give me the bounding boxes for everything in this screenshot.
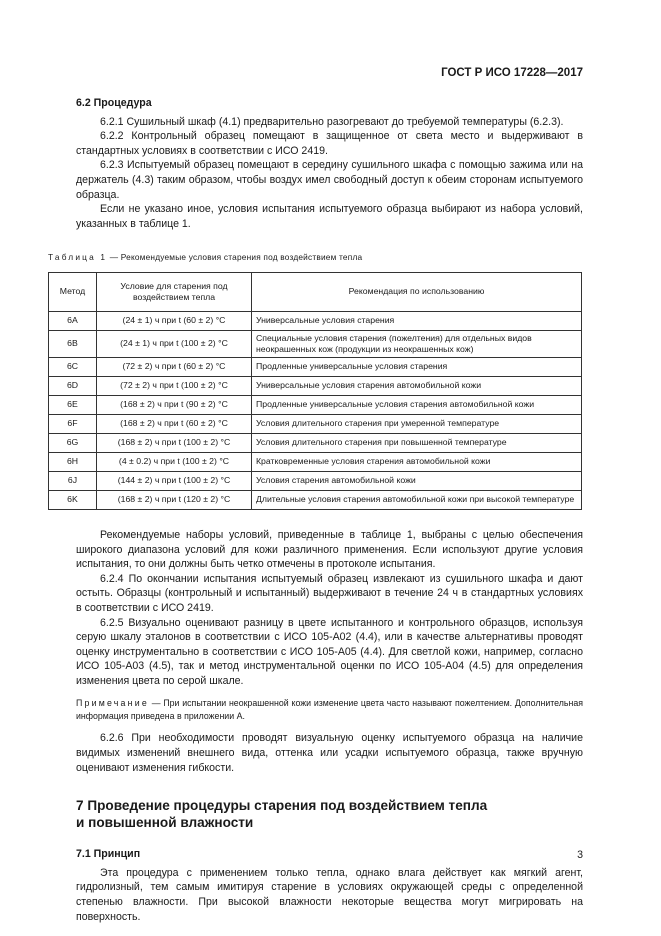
paragraph-conditions: Если не указано иное, условия испытания испытуемого образца выбирают из набора условий, указанных в таблице 1. — [76, 203, 583, 230]
table-caption-label: Таблица 1 — [48, 252, 108, 263]
paragraph-6-2-2: 6.2.2 Контрольный образец помещают в защищенное от света место и выдерживают в стандартных условиях в соответствии с ИСО 2419. — [76, 130, 583, 157]
cell-condition: (24 ± 1) ч при t (100 ± 2) °C — [97, 330, 252, 357]
page-content — [48, 96, 583, 924]
cell-method: 6D — [49, 376, 97, 395]
cell-recommendation: Продленные универсальные условия старения автомобильной кожи — [252, 395, 582, 414]
cell-condition: (168 ± 2) ч при t (60 ± 2) °C — [97, 414, 252, 433]
table-row — [49, 357, 582, 376]
cell-condition: (168 ± 2) ч при t (120 ± 2) °C — [97, 490, 252, 509]
paragraph-6-2-1: 6.2.1 Сушильный шкаф (4.1) предварительно разогревают до требуемой температуры (6.2.3). — [100, 115, 564, 128]
cell-recommendation: Универсальные условия старения — [252, 311, 582, 330]
cell-method: 6F — [49, 414, 97, 433]
cell-method: 6J — [49, 471, 97, 490]
conditions-table — [48, 272, 582, 510]
table-row — [49, 311, 582, 330]
note-label: Примечание — [76, 698, 149, 709]
cell-condition: (24 ± 1) ч при t (60 ± 2) °C — [97, 311, 252, 330]
cell-recommendation: Условия длительного старения при повышенной температуре — [252, 433, 582, 452]
section-7-title-line1: 7 Проведение процедуры старения под воздействием тепла — [76, 798, 488, 814]
table-row — [49, 395, 582, 414]
cell-recommendation: Универсальные условия старения автомобильной кожи — [252, 376, 582, 395]
table-row — [49, 471, 582, 490]
cell-recommendation: Условия длительного старения при умеренной температуре — [252, 414, 582, 433]
document-id: ГОСТ Р ИСО 17228—2017 — [441, 67, 583, 79]
cell-condition: (168 ± 2) ч при t (100 ± 2) °C — [97, 433, 252, 452]
note — [76, 697, 583, 723]
table-row — [49, 452, 582, 471]
table-caption — [48, 250, 583, 265]
table-caption-text: — Рекомендуемые условия старения под воздействием тепла — [107, 252, 363, 263]
cell-recommendation: Кратковременные условия старения автомобильной кожи — [252, 452, 582, 471]
cell-method: 6G — [49, 433, 97, 452]
page-number: 3 — [577, 849, 583, 861]
table-header-row — [49, 272, 582, 311]
cell-recommendation: Продленные универсальные условия старения — [252, 357, 582, 376]
header-recommendation: Рекомендация по использованию — [252, 272, 582, 311]
header-method: Метод — [49, 272, 97, 311]
cell-condition: (144 ± 2) ч при t (100 ± 2) °C — [97, 471, 252, 490]
cell-condition: (72 ± 2) ч при t (60 ± 2) °C — [97, 357, 252, 376]
section-7-1-title: 7.1 Принцип — [76, 848, 141, 861]
table-row — [49, 490, 582, 509]
paragraph-6-2-3: 6.2.3 Испытуемый образец помещают в середину сушильного шкафа с помощью зажима или на держатель (4.3) таким образом, чтобы воздух имел свободный доступ к обеим сторонам испытуемого образца. — [76, 159, 583, 201]
paragraph-7-1: Эта процедура с применением только тепла, однако влага действует как мягкий агент, гидролизный, тем самым имитируя старение в условиях окружающей среды с определенной степенью влажности. При высокой влажности некоторые вещества могут мигрировать на поверхность. — [76, 866, 583, 923]
table-row — [49, 414, 582, 433]
table-row — [49, 330, 582, 357]
paragraph-6-2-6: 6.2.6 При необходимости проводят визуальную оценку испытуемого образца на наличие видимых изменений внешнего вида, оттенка или усадки испытуемого образца, также вручную оценивают изменения гибкости. — [76, 732, 583, 774]
cell-recommendation: Специальные условия старения (пожелтения) для отдельных видов неокрашенных кож (продукции из неокрашенных кож) — [252, 330, 582, 357]
section-6-2-title: 6.2 Процедура — [76, 97, 152, 109]
cell-method: 6B — [49, 330, 97, 357]
cell-condition: (168 ± 2) ч при t (90 ± 2) °C — [97, 395, 252, 414]
cell-condition: (4 ± 0.2) ч при t (100 ± 2) °C — [97, 452, 252, 471]
paragraph-6-2-4: 6.2.4 По окончании испытания испытуемый образец извлекают из сушильного шкафа и дают остыть. Образцы (контрольный и испытанный) выдерживают в течение 24 ч в стандартных условиях в соответствии с ИСО 2419. — [76, 572, 583, 614]
cell-recommendation: Условия старения автомобильной кожи — [252, 471, 582, 490]
cell-recommendation: Длительные условия старения автомобильной кожи при высокой температуре — [252, 490, 582, 509]
cell-condition: (72 ± 2) ч при t (100 ± 2) °C — [97, 376, 252, 395]
header-condition: Условие для старения под воздействием тепла — [97, 272, 252, 311]
note-text: — При испытании неокрашенной кожи изменение цвета часто называют пожелтением. Дополнительная информация приведена в приложении А. — [76, 698, 583, 722]
table-row — [49, 433, 582, 452]
cell-method: 6K — [49, 490, 97, 509]
cell-method: 6E — [49, 395, 97, 414]
table-row — [49, 376, 582, 395]
cell-method: 6H — [49, 452, 97, 471]
paragraph-6-2-5: 6.2.5 Визуально оценивают разницу в цвете испытанного и контрольного образцов, используя серую шкалу эталонов в соответствии с ИСО 105-А02 (4.4), или в качестве альтернативы проводят оценку инструментально в соответствии с ИСО 105-А05 (4.4). Для светлой кожи, например, согласно ИСО 105-А03 (4.5), так и метод инструментальной оценки по ИСО 105-А04 (4.5) для определения изменения цвета по серой шкале. — [76, 616, 583, 687]
section-7-title — [76, 797, 583, 831]
paragraph-recommended-sets: Рекомендуемые наборы условий, приведенные в таблице 1, выбраны с целью обеспечения широкого диапазона условий для кожи различного применения. Если используют другие условия испытания, то они должны быть четко отмечены в протоколе испытания. — [76, 528, 583, 571]
cell-method: 6A — [49, 311, 97, 330]
section-7-title-line2: и повышенной влажности — [76, 815, 254, 831]
cell-method: 6C — [49, 357, 97, 376]
